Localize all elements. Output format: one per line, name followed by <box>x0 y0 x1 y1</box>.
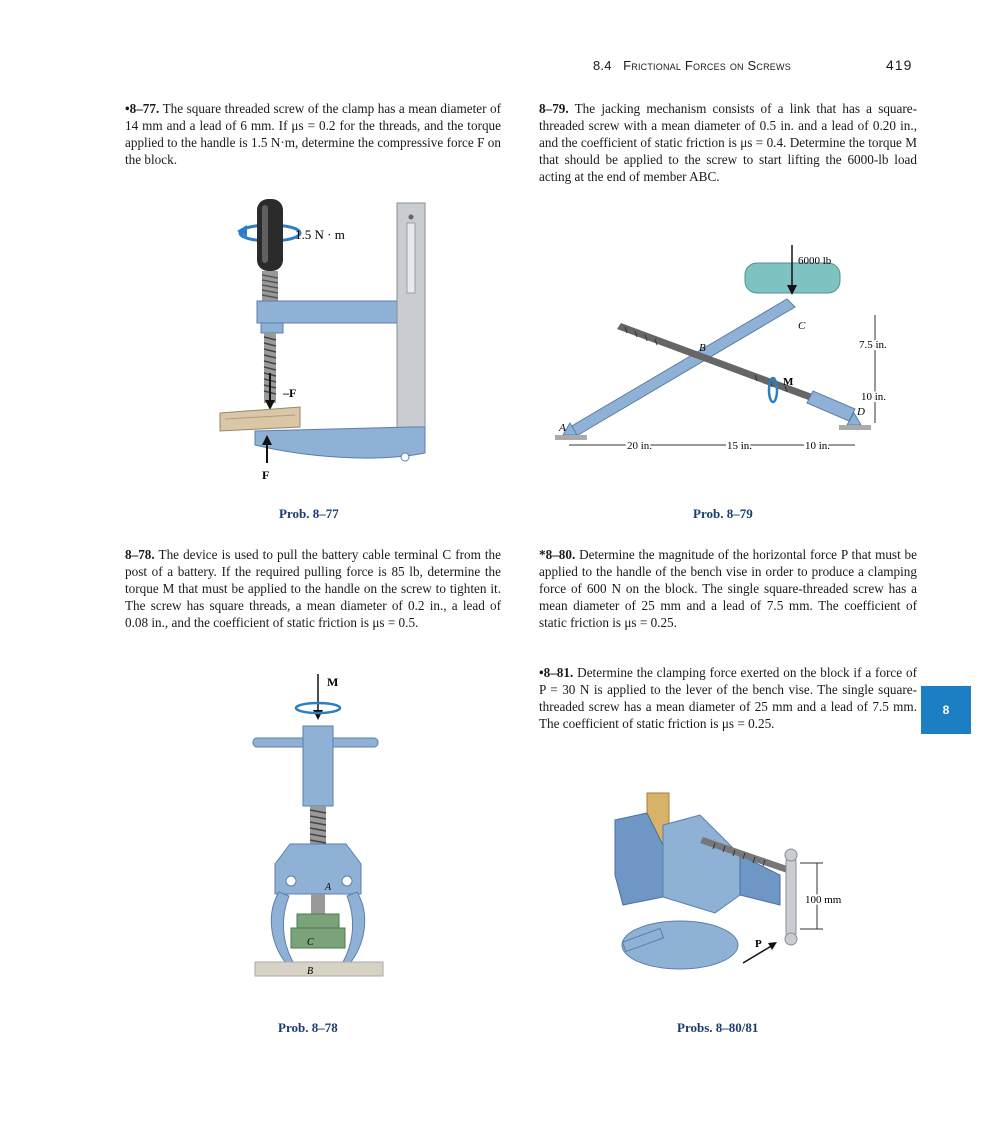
chapter-tab: 8 <box>921 686 971 734</box>
label-d: D <box>857 406 865 418</box>
problem-8-79 <box>539 100 917 185</box>
dim-10in: 10 in. <box>805 440 831 452</box>
clamp-lower-jaw <box>255 427 425 458</box>
problem-8-77 <box>125 100 501 168</box>
label-b: B <box>699 342 706 354</box>
problem-text: The device is used to pull the battery cable terminal C from the post of a battery. If the required pulling force is 85 lb, determine the torque M that must be applied to the handle on the screw to tighten it. The screw has square threads, a mean diameter of 0.2 in., a lead of 0.08 in., and the coefficient of static friction is μs = 0.5. <box>125 547 502 630</box>
figure-bench-vise <box>605 785 865 980</box>
battery-top <box>255 962 383 976</box>
section-number: 8.4 <box>593 58 612 73</box>
dim-15in: 15 in. <box>727 440 753 452</box>
problem-number: •8–81. <box>539 665 574 680</box>
label-m: M <box>783 376 794 388</box>
problem-8-80 <box>539 546 917 631</box>
problem-8-78 <box>125 546 501 631</box>
label-a: A <box>559 422 566 434</box>
problem-number: *8–80. <box>539 547 576 562</box>
label-load: 6000 lb <box>798 255 832 267</box>
problem-8-81 <box>539 664 917 732</box>
label-neg-f: –F <box>283 386 297 400</box>
label-a: A <box>325 882 332 893</box>
dim-7-5in: 7.5 in. <box>859 339 887 351</box>
problem-number: •8–77. <box>125 101 160 116</box>
problem-number: 8–78. <box>125 547 155 562</box>
terminal-c <box>297 914 339 928</box>
link-abc <box>565 299 795 438</box>
problem-text: Determine the magnitude of the horizontal force P that must be applied to the handle of the bench vise in order to produce a clamping force of 600 N on the block. The single square-threaded screw has a mean diameter of 25 mm and a lead of 7.5 mm. The coefficient of static friction is μs = 0.25. <box>539 547 917 630</box>
problem-text: The jacking mechanism consists of a link that has a square-threaded screw with a mean diameter of 0.5 in. and a lead of 0.20 in., and the coefficient of static friction is μs = 0.4. Determine the torque M that should be applied to the screw to start lifting the 6000-lb load acting at the end of member ABC. <box>539 101 917 184</box>
problem-text: Determine the clamping force exerted on the block if a force of P = 30 N is applied to the lever of the bench vise. The single square-threaded screw has a mean diameter of 25 mm and a lead of 7.5 mm. The coefficient of static friction is μs = 0.25. <box>539 665 917 731</box>
page-number: 419 <box>886 57 913 73</box>
figure-clamp <box>215 195 455 485</box>
problem-text: The square threaded screw of the clamp has a mean diameter of 14 mm and a lead of 6 mm. If μs = 0.2 for the threads, and the torque applied to the handle is 1.5 N·m, determine the compressive force F on the block. <box>125 101 502 167</box>
caption-8-77: Prob. 8–77 <box>279 506 339 521</box>
figure-terminal-puller <box>245 672 405 990</box>
section-title: Frictional Forces on Screws <box>623 58 791 73</box>
screw-housing <box>807 391 855 421</box>
caption-8-80-81: Probs. 8–80/81 <box>677 1020 759 1035</box>
puller-body <box>275 844 361 894</box>
puller-jaw-right <box>343 892 365 962</box>
figure-jack <box>555 245 900 470</box>
label-torque: 1.5 N · m <box>295 227 345 242</box>
clamp-handle <box>257 199 283 271</box>
dim-10in-vertical: 10 in. <box>861 391 887 403</box>
caption-8-78: Prob. 8–78 <box>278 1020 338 1035</box>
label-b: B <box>307 966 314 977</box>
running-head-section <box>593 58 791 73</box>
label-c: C <box>307 937 314 948</box>
vise-movable-jaw <box>663 815 740 913</box>
dim-100mm: 100 mm <box>805 894 842 906</box>
caption-8-79: Prob. 8–79 <box>693 506 753 521</box>
dim-20in: 20 in. <box>627 440 653 452</box>
label-m: M <box>327 675 339 689</box>
label-p: P <box>755 938 762 950</box>
clamp-upper-arm <box>257 301 409 323</box>
problem-number: 8–79. <box>539 101 569 116</box>
puller-jaw-left <box>271 892 293 962</box>
label-f: F <box>262 468 270 482</box>
puller-screw-head <box>303 726 333 806</box>
vise-handle <box>786 857 796 937</box>
label-c: C <box>798 320 806 332</box>
